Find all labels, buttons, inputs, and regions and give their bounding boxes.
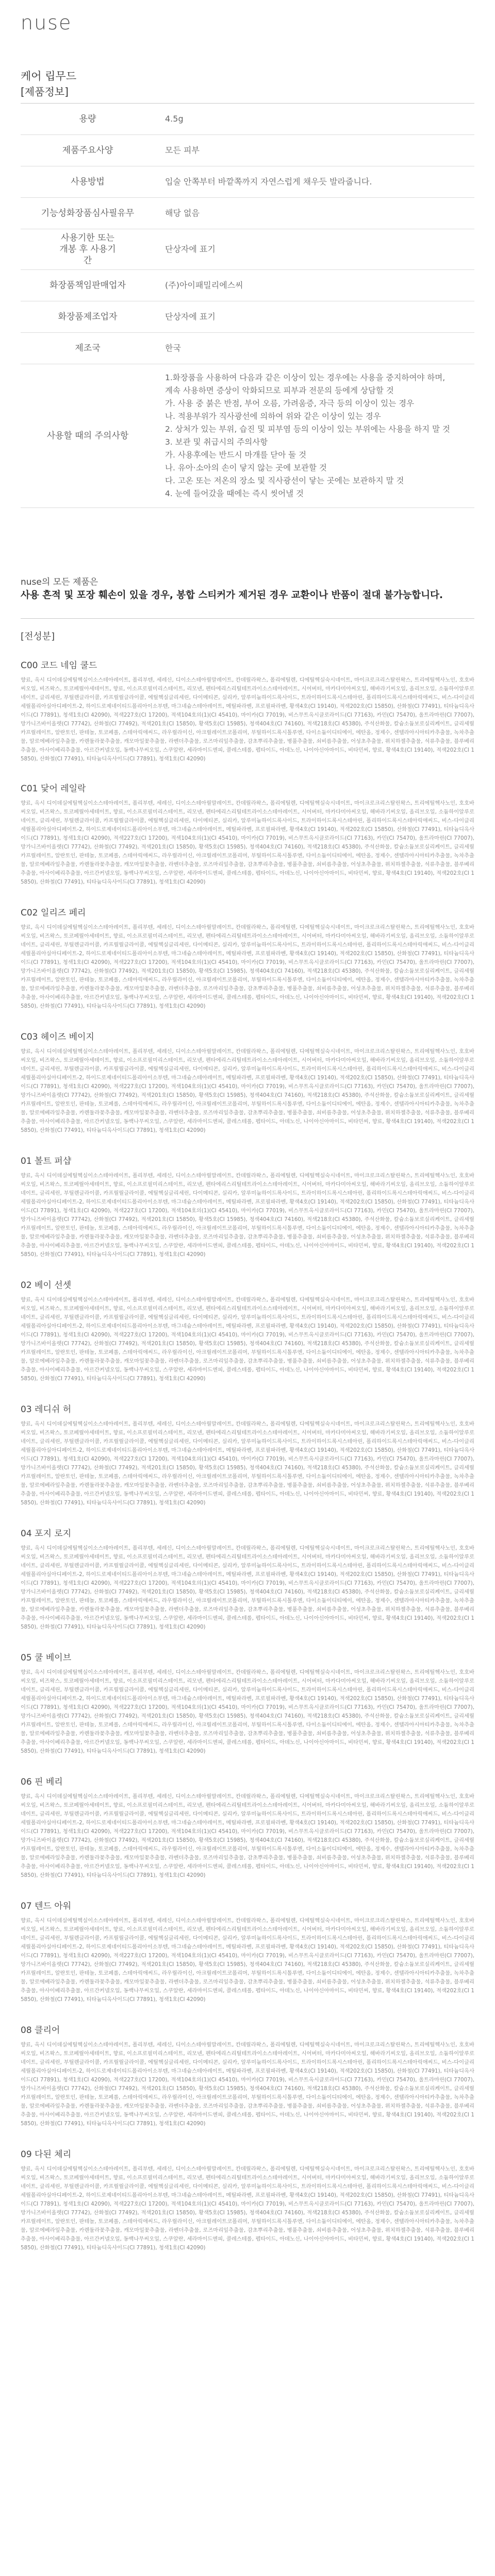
- warning-row: [21, 364, 474, 508]
- shade-ingredients: 향료, 옥시 디이데실에틸헥실이소스테아레이트, 폴리부텐, 세레신, 디이소스테아릴말레이트, 칸데릴라왁스, 폴리에틸렌, 디에틸헥실숙시네이트, 마이크로크리스탈린왁스, 트리에틸헥사노인, 호호바씨오일, 비즈왁스, 토코페릴아세테이트, 향료, 이소프로필미리스테이트, 리모넨, 펜타에리스리틸테트라이소스테아레이트, 시어버터, 마카다미아씨오일, 해바라기씨오일, 올리브오일, 소듐하이알루로네이트, 글리세린, 부틸렌글라이콜, 카프릴릴글라이콜, 에틸헥실글리세린, 다이메티콘, 실리카, 알루미늄하이드록사이드, 트라이하이드록시스테아린, 폴리하이드록시스테아릭애씨드, 비스-다이글리세릴폴리아실아디페이트-2, 하이드로제네이티드폴리아이소부텐, 마그네슘스테아레이트, 메틸파라벤, 프로필파라벤, 황색4호(CI 19140), 적색202호(CI 15850), 산화철(CI 77491), 티타늄디옥사이드(CI 77891), 청색1호(CI 42090), 적색227호(CI 17200), 적색104호의(1)(CI 45410), 마이카(CI 77019), 비스무트옥시클로라이드(CI 77163), 카민(CI 75470), 울트라마린(CI 77007), 망가니즈바이올렛(CI 77742), 산화철(CI 77492), 적색201호(CI 15850), 황색5호(CI 15985), 청색404호(CI 74160), 적색218호(CI 45380), 주석산화물, 칼슘소듐보로실리케이트, 글리세릴카프릴레이트, 알란토인, 판테놀, 토코페롤, 스테아릭애씨드, 라우릴라이신, 아크릴레이트코폴리머, 부틸하이드록시톨루엔, 다이소듐이디티에이, 에탄올, 정제수, 센텔라아시아티카추출물, 녹차추출물, 알로에베라잎추출물, 카렌듈라꽃추출물, 캐모마일꽃추출물, 라벤더추출물, 로즈마리잎추출물, 감초뿌리추출물, 병풀추출물, 쇠비름추출물, 어성초추출물, 위치하젤추출물, 석류추출물, 블루베리추출물, 아사이베리추출물, 아르간커넬오일, 동백나무씨오일, 스쿠알란, 세라마이드엔피, 콜레스테롤, 펩타이드, 아데노신, 나이아신아마이드, 비타민씨, 향료, 황색4호(CI 19140), 적색202호(CI 15850), 산화철(CI 77491), 티타늄디옥사이드(CI 77891), 청색1호(CI 42090): [21, 1421, 474, 1506]
- shade-name: 02 베이 선셋: [21, 1280, 72, 1291]
- shade-block: [21, 2147, 474, 2252]
- spec-value: 단상자에 표기: [165, 244, 216, 254]
- spec-label: 화장품제조업자: [58, 312, 118, 322]
- shade-ingredients: 향료, 옥시 디이데실에틸헥실이소스테아레이트, 폴리부텐, 세레신, 디이소스테아릴말레이트, 칸데릴라왁스, 폴리에틸렌, 디에틸헥실숙시네이트, 마이크로크리스탈린왁스, 트리에틸헥사노인, 호호바씨오일, 비즈왁스, 토코페릴아세테이트, 향료, 이소프로필미리스테이트, 리모넨, 펜타에리스리틸테트라이소스테아레이트, 시어버터, 마카다미아씨오일, 해바라기씨오일, 올리브오일, 소듐하이알루로네이트, 글리세린, 부틸렌글라이콜, 카프릴릴글라이콜, 에틸헥실글리세린, 다이메티콘, 실리카, 알루미늄하이드록사이드, 트라이하이드록시스테아린, 폴리하이드록시스테아릭애씨드, 비스-다이글리세릴폴리아실아디페이트-2, 하이드로제네이티드폴리아이소부텐, 마그네슘스테아레이트, 메틸파라벤, 프로필파라벤, 황색4호(CI 19140), 적색202호(CI 15850), 산화철(CI 77491), 티타늄디옥사이드(CI 77891), 청색1호(CI 42090), 적색227호(CI 17200), 적색104호의(1)(CI 45410), 마이카(CI 77019), 비스무트옥시클로라이드(CI 77163), 카민(CI 75470), 울트라마린(CI 77007), 망가니즈바이올렛(CI 77742), 산화철(CI 77492), 적색201호(CI 15850), 황색5호(CI 15985), 청색404호(CI 74160), 적색218호(CI 45380), 주석산화물, 칼슘소듐보로실리케이트, 글리세릴카프릴레이트, 알란토인, 판테놀, 토코페롤, 스테아릭애씨드, 라우릴라이신, 아크릴레이트코폴리머, 부틸하이드록시톨루엔, 다이소듐이디티에이, 에탄올, 정제수, 센텔라아시아티카추출물, 녹차추출물, 알로에베라잎추출물, 카렌듈라꽃추출물, 캐모마일꽃추출물, 라벤더추출물, 로즈마리잎추출물, 감초뿌리추출물, 병풀추출물, 쇠비름추출물, 어성초추출물, 위치하젤추출물, 석류추출물, 블루베리추출물, 아사이베리추출물, 아르간커넬오일, 동백나무씨오일, 스쿠알란, 세라마이드엔피, 콜레스테롤, 펩타이드, 아데노신, 나이아신아마이드, 비타민씨, 향료, 황색4호(CI 19140), 적색202호(CI 15850), 산화철(CI 77491), 티타늄디옥사이드(CI 77891), 청색1호(CI 42090): [21, 1297, 474, 1382]
- shade-block: [21, 1278, 474, 1383]
- shade-name: 03 레디쉬 허: [21, 1404, 72, 1415]
- shade-name: C03 헤이즈 베이지: [21, 1032, 94, 1042]
- shade-name: C00 코드 네임 쿨드: [21, 660, 97, 671]
- spec-label: 제조국: [75, 343, 101, 353]
- return-notice-intro: nuse의 모든 제품은: [21, 577, 98, 587]
- shade-block: [21, 1899, 474, 2004]
- product-info-heading: [제품정보]: [21, 86, 69, 98]
- shade-name: 04 포지 로지: [21, 1529, 72, 1539]
- shade-ingredients: 향료, 옥시 디이데실에틸헥실이소스테아레이트, 폴리부텐, 세레신, 디이소스테아릴말레이트, 칸데릴라왁스, 폴리에틸렌, 디에틸헥실숙시네이트, 마이크로크리스탈린왁스, 트리에틸헥사노인, 호호바씨오일, 비즈왁스, 토코페릴아세테이트, 향료, 이소프로필미리스테이트, 리모넨, 펜타에리스리틸테트라이소스테아레이트, 시어버터, 마카다미아씨오일, 해바라기씨오일, 올리브오일, 소듐하이알루로네이트, 글리세린, 부틸렌글라이콜, 카프릴릴글라이콜, 에틸헥실글리세린, 다이메티콘, 실리카, 알루미늄하이드록사이드, 트라이하이드록시스테아린, 폴리하이드록시스테아릭애씨드, 비스-다이글리세릴폴리아실아디페이트-2, 하이드로제네이티드폴리아이소부텐, 마그네슘스테아레이트, 메틸파라벤, 프로필파라벤, 황색4호(CI 19140), 적색202호(CI 15850), 산화철(CI 77491), 티타늄디옥사이드(CI 77891), 청색1호(CI 42090), 적색227호(CI 17200), 적색104호의(1)(CI 45410), 마이카(CI 77019), 비스무트옥시클로라이드(CI 77163), 카민(CI 75470), 울트라마린(CI 77007), 망가니즈바이올렛(CI 77742), 산화철(CI 77492), 적색201호(CI 15850), 황색5호(CI 15985), 청색404호(CI 74160), 적색218호(CI 45380), 주석산화물, 칼슘소듐보로실리케이트, 글리세릴카프릴레이트, 알란토인, 판테놀, 토코페롤, 스테아릭애씨드, 라우릴라이신, 아크릴레이트코폴리머, 부틸하이드록시톨루엔, 다이소듐이디티에이, 에탄올, 정제수, 센텔라아시아티카추출물, 녹차추출물, 알로에베라잎추출물, 카렌듈라꽃추출물, 캐모마일꽃추출물, 라벤더추출물, 로즈마리잎추출물, 감초뿌리추출물, 병풀추출물, 쇠비름추출물, 어성초추출물, 위치하젤추출물, 석류추출물, 블루베리추출물, 아사이베리추출물, 아르간커넬오일, 동백나무씨오일, 스쿠알란, 세라마이드엔피, 콜레스테롤, 펩타이드, 아데노신, 나이아신아마이드, 비타민씨, 향료, 황색4호(CI 19140), 적색202호(CI 15850), 산화철(CI 77491), 티타늄디옥사이드(CI 77891), 청색1호(CI 42090): [21, 2166, 474, 2251]
- shade-ingredients: 향료, 옥시 디이데실에틸헥실이소스테아레이트, 폴리부텐, 세레신, 디이소스테아릴말레이트, 칸데릴라왁스, 폴리에틸렌, 디에틸헥실숙시네이트, 마이크로크리스탈린왁스, 트리에틸헥사노인, 호호바씨오일, 비즈왁스, 토코페릴아세테이트, 향료, 이소프로필미리스테이트, 리모넨, 펜타에리스리틸테트라이소스테아레이트, 시어버터, 마카다미아씨오일, 해바라기씨오일, 올리브오일, 소듐하이알루로네이트, 글리세린, 부틸렌글라이콜, 카프릴릴글라이콜, 에틸헥실글리세린, 다이메티콘, 실리카, 알루미늄하이드록사이드, 트라이하이드록시스테아린, 폴리하이드록시스테아릭애씨드, 비스-다이글리세릴폴리아실아디페이트-2, 하이드로제네이티드폴리아이소부텐, 마그네슘스테아레이트, 메틸파라벤, 프로필파라벤, 황색4호(CI 19140), 적색202호(CI 15850), 산화철(CI 77491), 티타늄디옥사이드(CI 77891), 청색1호(CI 42090), 적색227호(CI 17200), 적색104호의(1)(CI 45410), 마이카(CI 77019), 비스무트옥시클로라이드(CI 77163), 카민(CI 75470), 울트라마린(CI 77007), 망가니즈바이올렛(CI 77742), 산화철(CI 77492), 적색201호(CI 15850), 황색5호(CI 15985), 청색404호(CI 74160), 적색218호(CI 45380), 주석산화물, 칼슘소듐보로실리케이트, 글리세릴카프릴레이트, 알란토인, 판테놀, 토코페롤, 스테아릭애씨드, 라우릴라이신, 아크릴레이트코폴리머, 부틸하이드록시톨루엔, 다이소듐이디티에이, 에탄올, 정제수, 센텔라아시아티카추출물, 녹차추출물, 알로에베라잎추출물, 카렌듈라꽃추출물, 캐모마일꽃추출물, 라벤더추출물, 로즈마리잎추출물, 감초뿌리추출물, 병풀추출물, 쇠비름추출물, 어성초추출물, 위치하젤추출물, 석류추출물, 블루베리추출물, 아사이베리추출물, 아르간커넬오일, 동백나무씨오일, 스쿠알란, 세라마이드엔피, 콜레스테롤, 펩타이드, 아데노신, 나이아신아마이드, 비타민씨, 향료, 황색4호(CI 19140), 적색202호(CI 15850), 산화철(CI 77491), 티타늄디옥사이드(CI 77891), 청색1호(CI 42090): [21, 1545, 474, 1630]
- spec-label: 사용기한 또는 개봉 후 사용기간: [59, 233, 116, 266]
- ingredients-section: [21, 618, 474, 2271]
- spec-row: [21, 104, 474, 135]
- spec-row: [21, 301, 474, 333]
- shade-block: [21, 1650, 474, 1756]
- shade-ingredients: 향료, 옥시 디이데실에틸헥실이소스테아레이트, 폴리부텐, 세레신, 디이소스테아릴말레이트, 칸데릴라왁스, 폴리에틸렌, 디에틸헥실숙시네이트, 마이크로크리스탈린왁스, 트리에틸헥사노인, 호호바씨오일, 비즈왁스, 토코페릴아세테이트, 향료, 이소프로필미리스테이트, 리모넨, 펜타에리스리틸테트라이소스테아레이트, 시어버터, 마카다미아씨오일, 해바라기씨오일, 올리브오일, 소듐하이알루로네이트, 글리세린, 부틸렌글라이콜, 카프릴릴글라이콜, 에틸헥실글리세린, 다이메티콘, 실리카, 알루미늄하이드록사이드, 트라이하이드록시스테아린, 폴리하이드록시스테아릭애씨드, 비스-다이글리세릴폴리아실아디페이트-2, 하이드로제네이티드폴리아이소부텐, 마그네슘스테아레이트, 메틸파라벤, 프로필파라벤, 황색4호(CI 19140), 적색202호(CI 15850), 산화철(CI 77491), 티타늄디옥사이드(CI 77891), 청색1호(CI 42090), 적색227호(CI 17200), 적색104호의(1)(CI 45410), 마이카(CI 77019), 비스무트옥시클로라이드(CI 77163), 카민(CI 75470), 울트라마린(CI 77007), 망가니즈바이올렛(CI 77742), 산화철(CI 77492), 적색201호(CI 15850), 황색5호(CI 15985), 청색404호(CI 74160), 적색218호(CI 45380), 주석산화물, 칼슘소듐보로실리케이트, 글리세릴카프릴레이트, 알란토인, 판테놀, 토코페롤, 스테아릭애씨드, 라우릴라이신, 아크릴레이트코폴리머, 부틸하이드록시톨루엔, 다이소듐이디티에이, 에탄올, 정제수, 센텔라아시아티카추출물, 녹차추출물, 알로에베라잎추출물, 카렌듈라꽃추출물, 캐모마일꽃추출물, 라벤더추출물, 로즈마리잎추출물, 감초뿌리추출물, 병풀추출물, 쇠비름추출물, 어성초추출물, 위치하젤추출물, 석류추출물, 블루베리추출물, 아사이베리추출물, 아르간커넬오일, 동백나무씨오일, 스쿠알란, 세라마이드엔피, 콜레스테롤, 펩타이드, 아데노신, 나이아신아마이드, 비타민씨, 향료, 황색4호(CI 19140), 적색202호(CI 15850), 산화철(CI 77491), 티타늄디옥사이드(CI 77891), 청색1호(CI 42090): [21, 1048, 474, 1133]
- warning-line: 가. 사용 중 붉은 반점, 부어 오름, 가려움증, 자극 등의 이상이 있는 경우: [165, 399, 415, 408]
- shade-block: [21, 1402, 474, 1507]
- spec-value: 해당 없음: [165, 208, 200, 218]
- warning-lines: [155, 364, 474, 507]
- warning-line: 나. 유아·소아의 손이 닿지 않는 곳에 보관할 것: [165, 463, 327, 472]
- shade-name: 06 핀 베리: [21, 1777, 63, 1787]
- shade-ingredients: 향료, 옥시 디이데실에틸헥실이소스테아레이트, 폴리부텐, 세레신, 디이소스테아릴말레이트, 칸데릴라왁스, 폴리에틸렌, 디에틸헥실숙시네이트, 마이크로크리스탈린왁스, 트리에틸헥사노인, 호호바씨오일, 비즈왁스, 토코페릴아세테이트, 향료, 이소프로필미리스테이트, 리모넨, 펜타에리스리틸테트라이소스테아레이트, 시어버터, 마카다미아씨오일, 해바라기씨오일, 올리브오일, 소듐하이알루로네이트, 글리세린, 부틸렌글라이콜, 카프릴릴글라이콜, 에틸헥실글리세린, 다이메티콘, 실리카, 알루미늄하이드록사이드, 트라이하이드록시스테아린, 폴리하이드록시스테아릭애씨드, 비스-다이글리세릴폴리아실아디페이트-2, 하이드로제네이티드폴리아이소부텐, 마그네슘스테아레이트, 메틸파라벤, 프로필파라벤, 황색4호(CI 19140), 적색202호(CI 15850), 산화철(CI 77491), 티타늄디옥사이드(CI 77891), 청색1호(CI 42090), 적색227호(CI 17200), 적색104호의(1)(CI 45410), 마이카(CI 77019), 비스무트옥시클로라이드(CI 77163), 카민(CI 75470), 울트라마린(CI 77007), 망가니즈바이올렛(CI 77742), 산화철(CI 77492), 적색201호(CI 15850), 황색5호(CI 15985), 청색404호(CI 74160), 적색218호(CI 45380), 주석산화물, 칼슘소듐보로실리케이트, 글리세릴카프릴레이트, 알란토인, 판테놀, 토코페롤, 스테아릭애씨드, 라우릴라이신, 아크릴레이트코폴리머, 부틸하이드록시톨루엔, 다이소듐이디티에이, 에탄올, 정제수, 센텔라아시아티카추출물, 녹차추출물, 알로에베라잎추출물, 카렌듈라꽃추출물, 캐모마일꽃추출물, 라벤더추출물, 로즈마리잎추출물, 감초뿌리추출물, 병풀추출물, 쇠비름추출물, 어성초추출물, 위치하젤추출물, 석류추출물, 블루베리추출물, 아사이베리추출물, 아르간커넬오일, 동백나무씨오일, 스쿠알란, 세라마이드엔피, 콜레스테롤, 펩타이드, 아데노신, 나이아신아마이드, 비타민씨, 향료, 황색4호(CI 19140), 적색202호(CI 15850), 산화철(CI 77491), 티타늄디옥사이드(CI 77891), 청색1호(CI 42090): [21, 1918, 474, 2003]
- shade-name: 05 쿨 베이브: [21, 1653, 72, 1663]
- shade-block: [21, 905, 474, 1011]
- shade-name: 07 텐드 아워: [21, 1901, 72, 1911]
- shade-name: 01 볼트 퍼샵: [21, 1156, 72, 1166]
- shade-block: [21, 658, 474, 764]
- shade-ingredients: 향료, 옥시 디이데실에틸헥실이소스테아레이트, 폴리부텐, 세레신, 디이소스테아릴말레이트, 칸데릴라왁스, 폴리에틸렌, 디에틸헥실숙시네이트, 마이크로크리스탈린왁스, 트리에틸헥사노인, 호호바씨오일, 비즈왁스, 토코페릴아세테이트, 향료, 이소프로필미리스테이트, 리모넨, 펜타에리스리틸테트라이소스테아레이트, 시어버터, 마카다미아씨오일, 해바라기씨오일, 올리브오일, 소듐하이알루로네이트, 글리세린, 부틸렌글라이콜, 카프릴릴글라이콜, 에틸헥실글리세린, 다이메티콘, 실리카, 알루미늄하이드록사이드, 트라이하이드록시스테아린, 폴리하이드록시스테아릭애씨드, 비스-다이글리세릴폴리아실아디페이트-2, 하이드로제네이티드폴리아이소부텐, 마그네슘스테아레이트, 메틸파라벤, 프로필파라벤, 황색4호(CI 19140), 적색202호(CI 15850), 산화철(CI 77491), 티타늄디옥사이드(CI 77891), 청색1호(CI 42090), 적색227호(CI 17200), 적색104호의(1)(CI 45410), 마이카(CI 77019), 비스무트옥시클로라이드(CI 77163), 카민(CI 75470), 울트라마린(CI 77007), 망가니즈바이올렛(CI 77742), 산화철(CI 77492), 적색201호(CI 15850), 황색5호(CI 15985), 청색404호(CI 74160), 적색218호(CI 45380), 주석산화물, 칼슘소듐보로실리케이트, 글리세릴카프릴레이트, 알란토인, 판테놀, 토코페롤, 스테아릭애씨드, 라우릴라이신, 아크릴레이트코폴리머, 부틸하이드록시톨루엔, 다이소듐이디티에이, 에탄올, 정제수, 센텔라아시아티카추출물, 녹차추출물, 알로에베라잎추출물, 카렌듈라꽃추출물, 캐모마일꽃추출물, 라벤더추출물, 로즈마리잎추출물, 감초뿌리추출물, 병풀추출물, 쇠비름추출물, 어성초추출물, 위치하젤추출물, 석류추출물, 블루베리추출물, 아사이베리추출물, 아르간커넬오일, 동백나무씨오일, 스쿠알란, 세라마이드엔피, 콜레스테롤, 펩타이드, 아데노신, 나이아신아마이드, 비타민씨, 향료, 황색4호(CI 19140), 적색202호(CI 15850), 산화철(CI 77491), 티타늄디옥사이드(CI 77891), 청색1호(CI 42090): [21, 1793, 474, 1878]
- shade-name: C02 일리즈 페리: [21, 908, 86, 918]
- spec-row: [21, 270, 474, 301]
- spec-label: 화장품책임판매업자: [50, 280, 126, 291]
- spec-value: 단상자에 표기: [165, 312, 216, 321]
- ingredients-heading: [전성분]: [21, 631, 55, 642]
- warning-line: 4. 눈에 들어갔을 때에는 즉시 씻어낼 것: [165, 489, 304, 498]
- brand-logo: nuse: [21, 11, 72, 34]
- spec-value: 4.5g: [165, 114, 184, 124]
- shade-ingredients: 향료, 옥시 디이데실에틸헥실이소스테아레이트, 폴리부텐, 세레신, 디이소스테아릴말레이트, 칸데릴라왁스, 폴리에틸렌, 디에틸헥실숙시네이트, 마이크로크리스탈린왁스, 트리에틸헥사노인, 호호바씨오일, 비즈왁스, 토코페릴아세테이트, 향료, 이소프로필미리스테이트, 리모넨, 펜타에리스리틸테트라이소스테아레이트, 시어버터, 마카다미아씨오일, 해바라기씨오일, 올리브오일, 소듐하이알루로네이트, 글리세린, 부틸렌글라이콜, 카프릴릴글라이콜, 에틸헥실글리세린, 다이메티콘, 실리카, 알루미늄하이드록사이드, 트라이하이드록시스테아린, 폴리하이드록시스테아릭애씨드, 비스-다이글리세릴폴리아실아디페이트-2, 하이드로제네이티드폴리아이소부텐, 마그네슘스테아레이트, 메틸파라벤, 프로필파라벤, 황색4호(CI 19140), 적색202호(CI 15850), 산화철(CI 77491), 티타늄디옥사이드(CI 77891), 청색1호(CI 42090), 적색227호(CI 17200), 적색104호의(1)(CI 45410), 마이카(CI 77019), 비스무트옥시클로라이드(CI 77163), 카민(CI 75470), 울트라마린(CI 77007), 망가니즈바이올렛(CI 77742), 산화철(CI 77492), 적색201호(CI 15850), 황색5호(CI 15985), 청색404호(CI 74160), 적색218호(CI 45380), 주석산화물, 칼슘소듐보로실리케이트, 글리세릴카프릴레이트, 알란토인, 판테놀, 토코페롤, 스테아릭애씨드, 라우릴라이신, 아크릴레이트코폴리머, 부틸하이드록시톨루엔, 다이소듐이디티에이, 에탄올, 정제수, 센텔라아시아티카추출물, 녹차추출물, 알로에베라잎추출물, 카렌듈라꽃추출물, 캐모마일꽃추출물, 라벤더추출물, 로즈마리잎추출물, 감초뿌리추출물, 병풀추출물, 쇠비름추출물, 어성초추출물, 위치하젤추출물, 석류추출물, 블루베리추출물, 아사이베리추출물, 아르간커넬오일, 동백나무씨오일, 스쿠알란, 세라마이드엔피, 콜레스테롤, 펩타이드, 아데노신, 나이아신아마이드, 비타민씨, 향료, 황색4호(CI 19140), 적색202호(CI 15850), 산화철(CI 77491), 티타늄디옥사이드(CI 77891), 청색1호(CI 42090): [21, 677, 474, 762]
- shade-block: [21, 2023, 474, 2128]
- warning-line: 2. 상처가 있는 부위, 습진 및 피부염 등의 이상이 있는 부위에는 사용을 하지 말 것: [165, 425, 450, 434]
- shade-name: C01 닻어 레일락: [21, 784, 86, 794]
- warning-line: 다. 고온 또는 저온의 장소 및 직사광선이 닿는 곳에는 보관하지 말 것: [165, 476, 404, 485]
- spec-table: [21, 103, 474, 508]
- shade-block: [21, 1154, 474, 1259]
- spec-label: 사용방법: [71, 177, 105, 187]
- shade-ingredients: 향료, 옥시 디이데실에틸헥실이소스테아레이트, 폴리부텐, 세레신, 디이소스테아릴말레이트, 칸데릴라왁스, 폴리에틸렌, 디에틸헥실숙시네이트, 마이크로크리스탈린왁스, 트리에틸헥사노인, 호호바씨오일, 비즈왁스, 토코페릴아세테이트, 향료, 이소프로필미리스테이트, 리모넨, 펜타에리스리틸테트라이소스테아레이트, 시어버터, 마카다미아씨오일, 해바라기씨오일, 올리브오일, 소듐하이알루로네이트, 글리세린, 부틸렌글라이콜, 카프릴릴글라이콜, 에틸헥실글리세린, 다이메티콘, 실리카, 알루미늄하이드록사이드, 트라이하이드록시스테아린, 폴리하이드록시스테아릭애씨드, 비스-다이글리세릴폴리아실아디페이트-2, 하이드로제네이티드폴리아이소부텐, 마그네슘스테아레이트, 메틸파라벤, 프로필파라벤, 황색4호(CI 19140), 적색202호(CI 15850), 산화철(CI 77491), 티타늄디옥사이드(CI 77891), 청색1호(CI 42090), 적색227호(CI 17200), 적색104호의(1)(CI 45410), 마이카(CI 77019), 비스무트옥시클로라이드(CI 77163), 카민(CI 75470), 울트라마린(CI 77007), 망가니즈바이올렛(CI 77742), 산화철(CI 77492), 적색201호(CI 15850), 황색5호(CI 15985), 청색404호(CI 74160), 적색218호(CI 45380), 주석산화물, 칼슘소듐보로실리케이트, 글리세릴카프릴레이트, 알란토인, 판테놀, 토코페롤, 스테아릭애씨드, 라우릴라이신, 아크릴레이트코폴리머, 부틸하이드록시톨루엔, 다이소듐이디티에이, 에탄올, 정제수, 센텔라아시아티카추출물, 녹차추출물, 알로에베라잎추출물, 카렌듈라꽃추출물, 캐모마일꽃추출물, 라벤더추출물, 로즈마리잎추출물, 감초뿌리추출물, 병풀추출물, 쇠비름추출물, 어성초추출물, 위치하젤추출물, 석류추출물, 블루베리추출물, 아사이베리추출물, 아르간커넬오일, 동백나무씨오일, 스쿠알란, 세라마이드엔피, 콜레스테롤, 펩타이드, 아데노신, 나이아신아마이드, 비타민씨, 향료, 황색4호(CI 19140), 적색202호(CI 15850), 산화철(CI 77491), 티타늄디옥사이드(CI 77891), 청색1호(CI 42090): [21, 800, 474, 885]
- shade-ingredients: 향료, 옥시 디이데실에틸헥실이소스테아레이트, 폴리부텐, 세레신, 디이소스테아릴말레이트, 칸데릴라왁스, 폴리에틸렌, 디에틸헥실숙시네이트, 마이크로크리스탈린왁스, 트리에틸헥사노인, 호호바씨오일, 비즈왁스, 토코페릴아세테이트, 향료, 이소프로필미리스테이트, 리모넨, 펜타에리스리틸테트라이소스테아레이트, 시어버터, 마카다미아씨오일, 해바라기씨오일, 올리브오일, 소듐하이알루로네이트, 글리세린, 부틸렌글라이콜, 카프릴릴글라이콜, 에틸헥실글리세린, 다이메티콘, 실리카, 알루미늄하이드록사이드, 트라이하이드록시스테아린, 폴리하이드록시스테아릭애씨드, 비스-다이글리세릴폴리아실아디페이트-2, 하이드로제네이티드폴리아이소부텐, 마그네슘스테아레이트, 메틸파라벤, 프로필파라벤, 황색4호(CI 19140), 적색202호(CI 15850), 산화철(CI 77491), 티타늄디옥사이드(CI 77891), 청색1호(CI 42090), 적색227호(CI 17200), 적색104호의(1)(CI 45410), 마이카(CI 77019), 비스무트옥시클로라이드(CI 77163), 카민(CI 75470), 울트라마린(CI 77007), 망가니즈바이올렛(CI 77742), 산화철(CI 77492), 적색201호(CI 15850), 황색5호(CI 15985), 청색404호(CI 74160), 적색218호(CI 45380), 주석산화물, 칼슘소듐보로실리케이트, 글리세릴카프릴레이트, 알란토인, 판테놀, 토코페롤, 스테아릭애씨드, 라우릴라이신, 아크릴레이트코폴리머, 부틸하이드록시톨루엔, 다이소듐이디티에이, 에탄올, 정제수, 센텔라아시아티카추출물, 녹차추출물, 알로에베라잎추출물, 카렌듈라꽃추출물, 캐모마일꽃추출물, 라벤더추출물, 로즈마리잎추출물, 감초뿌리추출물, 병풀추출물, 쇠비름추출물, 어성초추출물, 위치하젤추출물, 석류추출물, 블루베리추출물, 아사이베리추출물, 아르간커넬오일, 동백나무씨오일, 스쿠알란, 세라마이드엔피, 콜레스테롤, 펩타이드, 아데노신, 나이아신아마이드, 비타민씨, 향료, 황색4호(CI 19140), 적색202호(CI 15850), 산화철(CI 77491), 티타늄디옥사이드(CI 77891), 청색1호(CI 42090): [21, 1669, 474, 1754]
- shade-block: [21, 1029, 474, 1135]
- warning-line: 1.화장품을 사용하여 다음과 같은 이상이 있는 경우에는 사용을 중지하여야 하며,: [165, 373, 446, 382]
- product-title: 케어 립무드: [21, 70, 77, 82]
- shade-ingredients: 향료, 옥시 디이데실에틸헥실이소스테아레이트, 폴리부텐, 세레신, 디이소스테아릴말레이트, 칸데릴라왁스, 폴리에틸렌, 디에틸헥실숙시네이트, 마이크로크리스탈린왁스, 트리에틸헥사노인, 호호바씨오일, 비즈왁스, 토코페릴아세테이트, 향료, 이소프로필미리스테이트, 리모넨, 펜타에리스리틸테트라이소스테아레이트, 시어버터, 마카다미아씨오일, 해바라기씨오일, 올리브오일, 소듐하이알루로네이트, 글리세린, 부틸렌글라이콜, 카프릴릴글라이콜, 에틸헥실글리세린, 다이메티콘, 실리카, 알루미늄하이드록사이드, 트라이하이드록시스테아린, 폴리하이드록시스테아릭애씨드, 비스-다이글리세릴폴리아실아디페이트-2, 하이드로제네이티드폴리아이소부텐, 마그네슘스테아레이트, 메틸파라벤, 프로필파라벤, 황색4호(CI 19140), 적색202호(CI 15850), 산화철(CI 77491), 티타늄디옥사이드(CI 77891), 청색1호(CI 42090), 적색227호(CI 17200), 적색104호의(1)(CI 45410), 마이카(CI 77019), 비스무트옥시클로라이드(CI 77163), 카민(CI 75470), 울트라마린(CI 77007), 망가니즈바이올렛(CI 77742), 산화철(CI 77492), 적색201호(CI 15850), 황색5호(CI 15985), 청색404호(CI 74160), 적색218호(CI 45380), 주석산화물, 칼슘소듐보로실리케이트, 글리세릴카프릴레이트, 알란토인, 판테놀, 토코페롤, 스테아릭애씨드, 라우릴라이신, 아크릴레이트코폴리머, 부틸하이드록시톨루엔, 다이소듐이디티에이, 에탄올, 정제수, 센텔라아시아티카추출물, 녹차추출물, 알로에베라잎추출물, 카렌듈라꽃추출물, 캐모마일꽃추출물, 라벤더추출물, 로즈마리잎추출물, 감초뿌리추출물, 병풀추출물, 쇠비름추출물, 어성초추출물, 위치하젤추출물, 석류추출물, 블루베리추출물, 아사이베리추출물, 아르간커넬오일, 동백나무씨오일, 스쿠알란, 세라마이드엔피, 콜레스테롤, 펩타이드, 아데노신, 나이아신아마이드, 비타민씨, 향료, 황색4호(CI 19140), 적색202호(CI 15850), 산화철(CI 77491), 티타늄디옥사이드(CI 77891), 청색1호(CI 42090): [21, 924, 474, 1009]
- warning-line: 가. 사용후에는 반드시 마개를 닫아 둘 것: [165, 450, 307, 460]
- spec-value: 입술 안쪽부터 바깥쪽까지 자연스럽게 채우듯 발라줍니다.: [165, 177, 372, 187]
- shade-ingredients: 향료, 옥시 디이데실에틸헥실이소스테아레이트, 폴리부텐, 세레신, 디이소스테아릴말레이트, 칸데릴라왁스, 폴리에틸렌, 디에틸헥실숙시네이트, 마이크로크리스탈린왁스, 트리에틸헥사노인, 호호바씨오일, 비즈왁스, 토코페릴아세테이트, 향료, 이소프로필미리스테이트, 리모넨, 펜타에리스리틸테트라이소스테아레이트, 시어버터, 마카다미아씨오일, 해바라기씨오일, 올리브오일, 소듐하이알루로네이트, 글리세린, 부틸렌글라이콜, 카프릴릴글라이콜, 에틸헥실글리세린, 다이메티콘, 실리카, 알루미늄하이드록사이드, 트라이하이드록시스테아린, 폴리하이드록시스테아릭애씨드, 비스-다이글리세릴폴리아실아디페이트-2, 하이드로제네이티드폴리아이소부텐, 마그네슘스테아레이트, 메틸파라벤, 프로필파라벤, 황색4호(CI 19140), 적색202호(CI 15850), 산화철(CI 77491), 티타늄디옥사이드(CI 77891), 청색1호(CI 42090), 적색227호(CI 17200), 적색104호의(1)(CI 45410), 마이카(CI 77019), 비스무트옥시클로라이드(CI 77163), 카민(CI 75470), 울트라마린(CI 77007), 망가니즈바이올렛(CI 77742), 산화철(CI 77492), 적색201호(CI 15850), 황색5호(CI 15985), 청색404호(CI 74160), 적색218호(CI 45380), 주석산화물, 칼슘소듐보로실리케이트, 글리세릴카프릴레이트, 알란토인, 판테놀, 토코페롤, 스테아릭애씨드, 라우릴라이신, 아크릴레이트코폴리머, 부틸하이드록시톨루엔, 다이소듐이디티에이, 에탄올, 정제수, 센텔라아시아티카추출물, 녹차추출물, 알로에베라잎추출물, 카렌듈라꽃추출물, 캐모마일꽃추출물, 라벤더추출물, 로즈마리잎추출물, 감초뿌리추출물, 병풀추출물, 쇠비름추출물, 어성초추출물, 위치하젤추출물, 석류추출물, 블루베리추출물, 아사이베리추출물, 아르간커넬오일, 동백나무씨오일, 스쿠알란, 세라마이드엔피, 콜레스테롤, 펩타이드, 아데노신, 나이아신아마이드, 비타민씨, 향료, 황색4호(CI 19140), 적색202호(CI 15850), 산화철(CI 77491), 티타늄디옥사이드(CI 77891), 청색1호(CI 42090): [21, 2042, 474, 2127]
- return-notice: 사용 흔적 및 포장 훼손이 있을 경우, 봉합 스티커가 제거된 경우 교환이나 반품이 절대 불가능합니다.: [21, 590, 443, 601]
- spec-value: 한국: [165, 343, 181, 353]
- shade-ingredients: 향료, 옥시 디이데실에틸헥실이소스테아레이트, 폴리부텐, 세레신, 디이소스테아릴말레이트, 칸데릴라왁스, 폴리에틸렌, 디에틸헥실숙시네이트, 마이크로크리스탈린왁스, 트리에틸헥사노인, 호호바씨오일, 비즈왁스, 토코페릴아세테이트, 향료, 이소프로필미리스테이트, 리모넨, 펜타에리스리틸테트라이소스테아레이트, 시어버터, 마카다미아씨오일, 해바라기씨오일, 올리브오일, 소듐하이알루로네이트, 글리세린, 부틸렌글라이콜, 카프릴릴글라이콜, 에틸헥실글리세린, 다이메티콘, 실리카, 알루미늄하이드록사이드, 트라이하이드록시스테아린, 폴리하이드록시스테아릭애씨드, 비스-다이글리세릴폴리아실아디페이트-2, 하이드로제네이티드폴리아이소부텐, 마그네슘스테아레이트, 메틸파라벤, 프로필파라벤, 황색4호(CI 19140), 적색202호(CI 15850), 산화철(CI 77491), 티타늄디옥사이드(CI 77891), 청색1호(CI 42090), 적색227호(CI 17200), 적색104호의(1)(CI 45410), 마이카(CI 77019), 비스무트옥시클로라이드(CI 77163), 카민(CI 75470), 울트라마린(CI 77007), 망가니즈바이올렛(CI 77742), 산화철(CI 77492), 적색201호(CI 15850), 황색5호(CI 15985), 청색404호(CI 74160), 적색218호(CI 45380), 주석산화물, 칼슘소듐보로실리케이트, 글리세릴카프릴레이트, 알란토인, 판테놀, 토코페롤, 스테아릭애씨드, 라우릴라이신, 아크릴레이트코폴리머, 부틸하이드록시톨루엔, 다이소듐이디티에이, 에탄올, 정제수, 센텔라아시아티카추출물, 녹차추출물, 알로에베라잎추출물, 카렌듈라꽃추출물, 캐모마일꽃추출물, 라벤더추출물, 로즈마리잎추출물, 감초뿌리추출물, 병풀추출물, 쇠비름추출물, 어성초추출물, 위치하젤추출물, 석류추출물, 블루베리추출물, 아사이베리추출물, 아르간커넬오일, 동백나무씨오일, 스쿠알란, 세라마이드엔피, 콜레스테롤, 펩타이드, 아데노신, 나이아신아마이드, 비타민씨, 향료, 황색4호(CI 19140), 적색202호(CI 15850), 산화철(CI 77491), 티타늄디옥사이드(CI 77891), 청색1호(CI 42090): [21, 1173, 474, 1258]
- spec-label: 용량: [79, 114, 96, 124]
- shade-name: 09 다된 체리: [21, 2149, 72, 2160]
- spec-row: [21, 166, 474, 198]
- shade-block: [21, 1774, 474, 1880]
- spec-value: (주)아이패밀리에스씨: [165, 280, 243, 290]
- warning-line: 3. 보관 및 취급시의 주의사항: [165, 437, 268, 447]
- spec-row: [21, 333, 474, 364]
- spec-row: [21, 198, 474, 229]
- spec-value: 모든 피부: [165, 145, 200, 155]
- warning-line: 계속 사용하면 증상이 악화되므로 피부과 전문의 등에게 상담할 것: [165, 386, 394, 395]
- shade-block: [21, 1526, 474, 1632]
- spec-row: [21, 135, 474, 166]
- spec-label: 제품주요사양: [62, 145, 113, 156]
- warning-label: 사용할 때의 주의사항: [46, 431, 129, 441]
- spec-label: 기능성화장품심사필유무: [41, 208, 135, 218]
- shade-block: [21, 781, 474, 887]
- warning-line: 나. 적용부위가 직사광선에 의하여 위와 같은 이상이 있는 경우: [165, 412, 381, 421]
- shade-name: 08 클리어: [21, 2025, 60, 2036]
- spec-row: [21, 229, 474, 270]
